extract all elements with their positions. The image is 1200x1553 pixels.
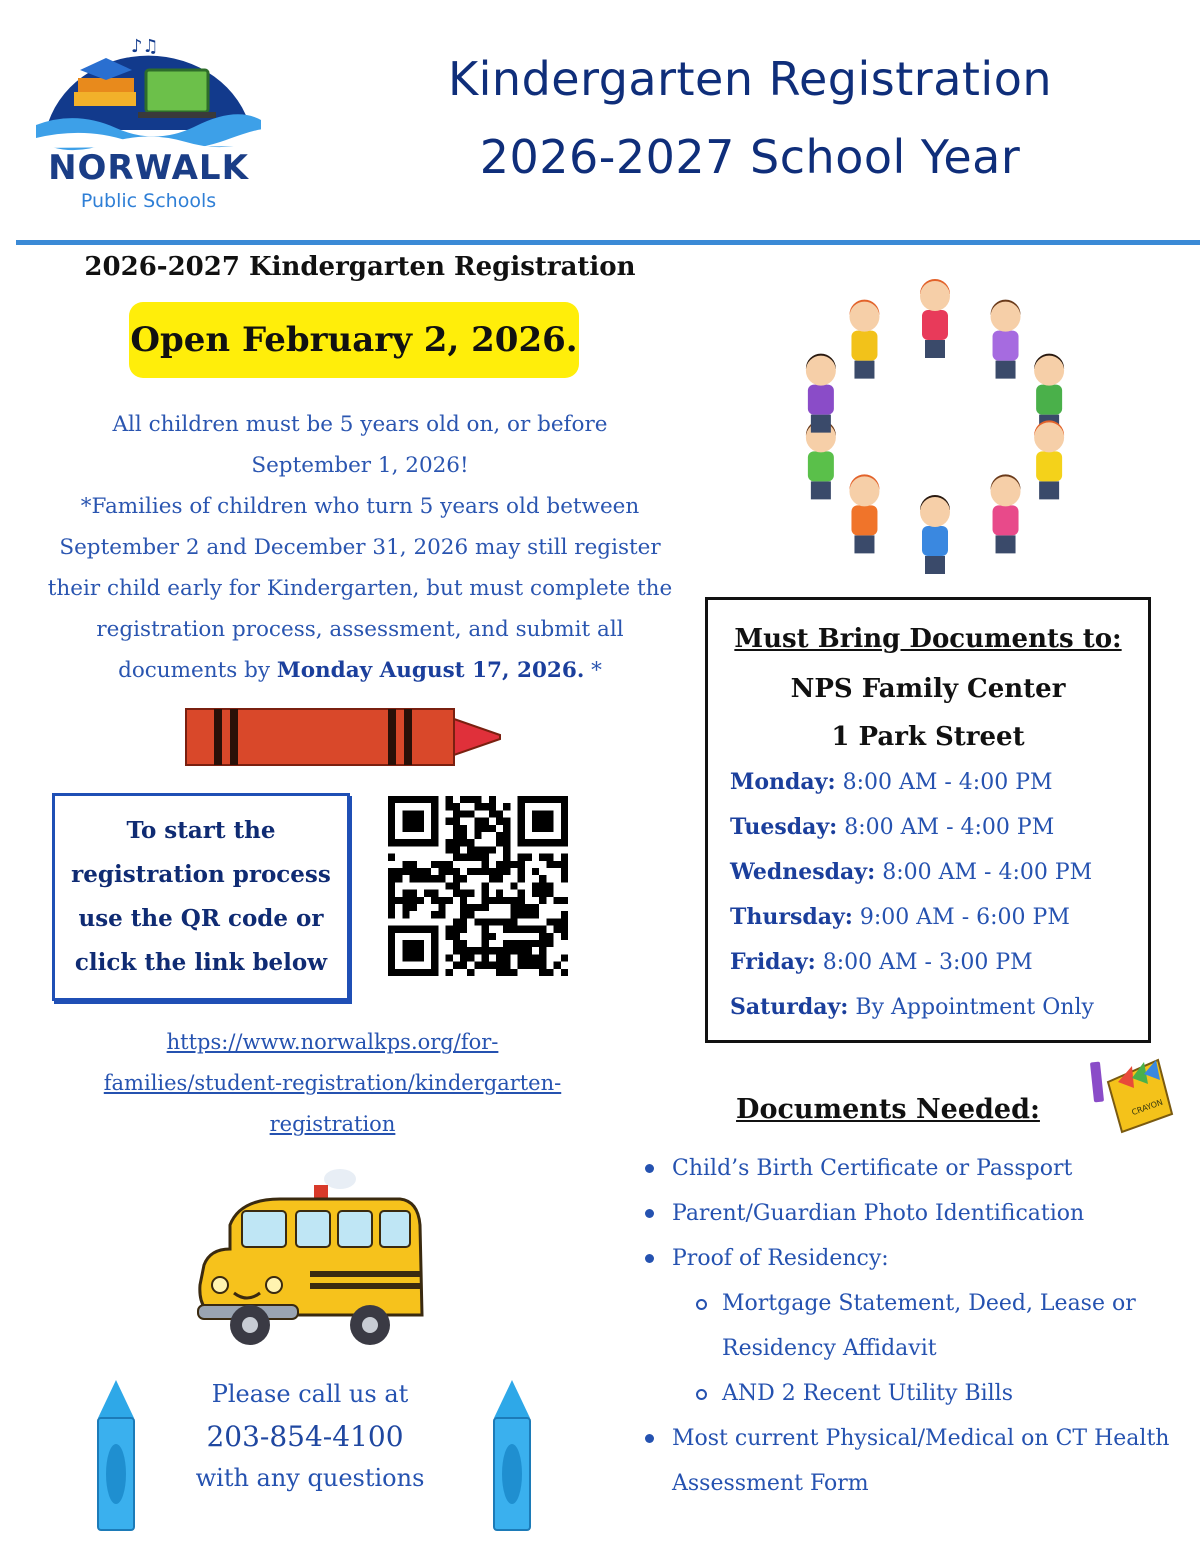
must-bring-heading: Must Bring Documents to: — [734, 624, 1122, 654]
list-item: Child’s Birth Certificate or Passport — [640, 1146, 1180, 1191]
list-item: Most current Physical/Medical on CT Health Assessment Form — [640, 1416, 1180, 1506]
hours-wednesday: Wednesday: 8:00 AM - 4:00 PM — [730, 859, 1093, 885]
start-line3: use the QR code or — [78, 905, 324, 932]
start-line2: registration process — [71, 861, 331, 888]
header-divider — [16, 240, 1200, 245]
link-line3[interactable]: registration — [269, 1112, 396, 1136]
start-registration-box — [52, 793, 350, 1001]
page-title-line1: Kindergarten Registration — [447, 52, 1052, 106]
kids-circle-illustration — [760, 262, 1110, 582]
call-us-text: Please call us at — [211, 1380, 409, 1408]
registration-heading: 2026-2027 Kindergarten Registration — [84, 252, 636, 282]
link-line2[interactable]: families/student-registration/kindergarten- — [103, 1071, 562, 1095]
hours-thursday: Thursday: 9:00 AM - 6:00 PM — [730, 904, 1070, 930]
center-name: NPS Family Center — [790, 674, 1066, 704]
start-line1: To start the — [126, 817, 276, 844]
hours-saturday: Saturday: By Appointment Only — [730, 994, 1094, 1020]
svg-text:♪♫: ♪♫ — [131, 36, 159, 57]
page-title-line2: 2026-2027 School Year — [479, 130, 1021, 184]
red-crayon-icon — [184, 705, 504, 769]
school-bus-icon — [190, 1165, 430, 1355]
early-note-end: * — [584, 658, 602, 683]
office-hours-list — [730, 760, 1150, 1030]
documents-needed-heading: Documents Needed: — [736, 1094, 1040, 1125]
deadline-date: Monday August 17, 2026. — [276, 658, 585, 683]
documents-needed-list — [640, 1146, 1180, 1506]
start-instructions — [71, 809, 331, 985]
hours-monday: Monday: 8:00 AM - 4:00 PM — [730, 769, 1053, 795]
start-line4: click the link below — [74, 949, 328, 976]
open-date-text: Open February 2, 2026. — [130, 320, 578, 360]
early-registration-note — [40, 486, 680, 691]
phone-number[interactable]: 203-854-4100 — [206, 1420, 404, 1453]
eligibility-line1: All children must be 5 years old on, or before — [112, 412, 608, 437]
registration-link[interactable] — [40, 1022, 625, 1145]
hours-friday: Friday: 8:00 AM - 3:00 PM — [730, 949, 1033, 975]
center-address: 1 Park Street — [831, 722, 1025, 752]
blue-crayon-icon — [94, 1378, 138, 1534]
logo-name: NORWALK — [48, 148, 249, 188]
blue-crayon-icon — [490, 1378, 534, 1534]
logo-subtitle: Public Schools — [80, 190, 217, 212]
call-us-questions: with any questions — [195, 1464, 425, 1492]
list-item: Proof of Residency: — [640, 1236, 1180, 1281]
link-line1[interactable]: https://www.norwalkps.org/for- — [166, 1030, 499, 1054]
open-date-badge — [129, 302, 579, 378]
eligibility-line2: September 1, 2026! — [251, 453, 469, 478]
crayon-box-icon — [1088, 1052, 1174, 1134]
hours-tuesday: Tuesday: 8:00 AM - 4:00 PM — [730, 814, 1055, 840]
crayon-box-label: CRAYON — [1130, 1097, 1165, 1118]
eligibility-text — [40, 404, 680, 691]
early-note-text: *Families of children who turn 5 years old between September 2 and December 31, 2026 may still register their child early for Kindergarten, but must complete the registration process, assessment, and submit all documents by — [47, 494, 673, 683]
list-subitem: Mortgage Statement, Deed, Lease or Residency Affidavit — [640, 1281, 1180, 1371]
qr-code[interactable] — [388, 796, 568, 976]
list-item: Parent/Guardian Photo Identification — [640, 1191, 1180, 1236]
list-subitem: AND 2 Recent Utility Bills — [640, 1371, 1180, 1416]
